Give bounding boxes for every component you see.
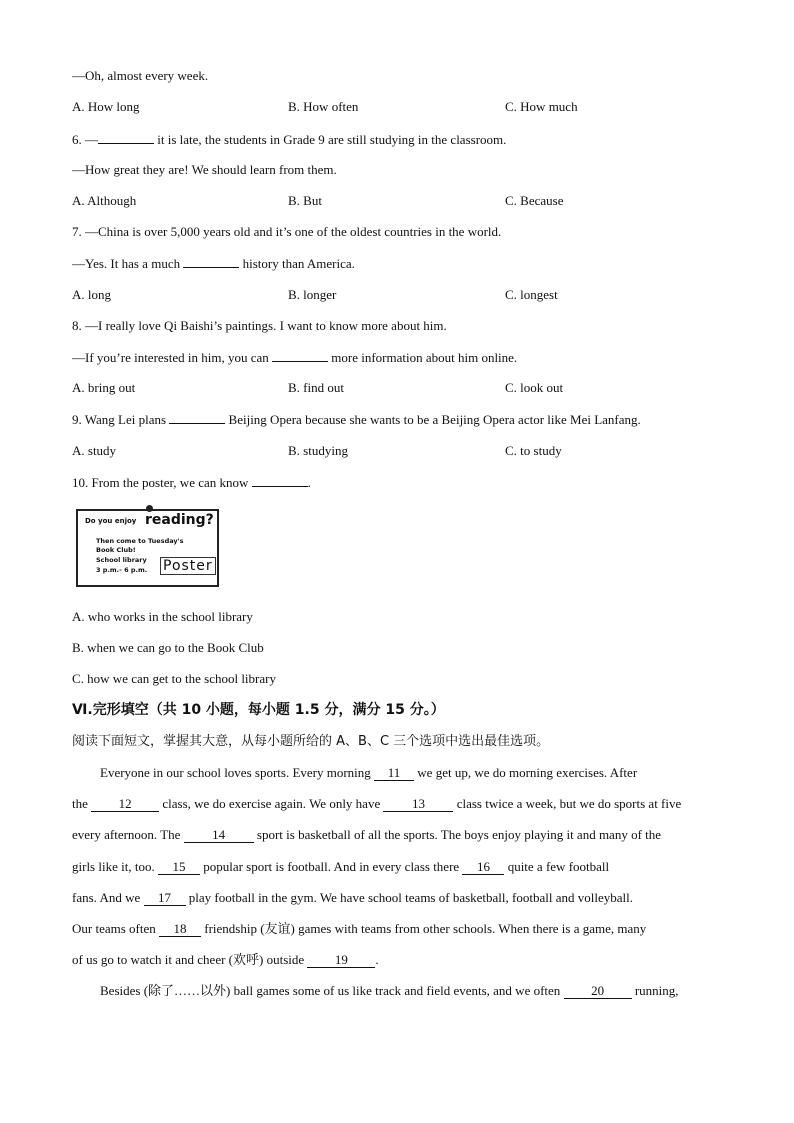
q10-question bbox=[72, 473, 311, 492]
q8-line1: 8. —I really love Qi Baishi’s paintings. I want to know more about him. bbox=[72, 318, 447, 333]
q8-option-c: C. look out bbox=[505, 380, 564, 395]
q9-option-a: A. study bbox=[72, 443, 117, 458]
blank-20: 20 bbox=[564, 983, 632, 999]
q6-option-c: C. Because bbox=[505, 193, 564, 208]
passage-line-8 bbox=[72, 982, 750, 1000]
passage-text: play football in the gym. We have school teams of basketball, football and volleyball. bbox=[185, 890, 633, 905]
poster-line-d: Book Club! bbox=[96, 546, 136, 554]
poster-line-a: Do you enjoy bbox=[85, 517, 137, 525]
q9-question bbox=[72, 410, 641, 429]
passage-line-6 bbox=[72, 920, 722, 938]
pin-icon bbox=[146, 505, 153, 512]
q8-prefix: —If you’re interested in him, you can bbox=[72, 350, 272, 365]
passage-line-3 bbox=[72, 826, 722, 844]
passage-line-7 bbox=[72, 951, 722, 969]
passage-text: of us go to watch it and cheer (欢呼) outside bbox=[72, 952, 308, 967]
q8-option-b: B. find out bbox=[288, 380, 344, 395]
q10-blank bbox=[252, 473, 308, 487]
q6-option-b: B. But bbox=[288, 193, 322, 208]
q7-line1: 7. —China is over 5,000 years old and it’s one of the oldest countries in the world. bbox=[72, 224, 502, 239]
blank-18: 18 bbox=[159, 921, 201, 937]
passage-text: every afternoon. The bbox=[72, 827, 184, 842]
q8-blank bbox=[272, 348, 328, 362]
q7-question bbox=[72, 254, 355, 273]
passage-text: girls like it, too. bbox=[72, 859, 158, 874]
passage-text: the bbox=[72, 796, 92, 811]
q8-suffix: more information about him online. bbox=[328, 350, 518, 365]
passage-text: class twice a week, but we do sports at five bbox=[453, 796, 682, 811]
blank-16: 16 bbox=[462, 859, 504, 875]
q6-suffix: it is late, the students in Grade 9 are still studying in the classroom. bbox=[154, 132, 507, 147]
passage-text: class, we do exercise again. We only have bbox=[159, 796, 384, 811]
q7-option-b: B. longer bbox=[288, 287, 337, 302]
poster-line-f: 3 p.m.- 6 p.m. bbox=[96, 566, 148, 574]
q5-option-a: A. How long bbox=[72, 99, 140, 114]
q7-prefix: —Yes. It has a much bbox=[72, 256, 184, 271]
q10-option-c: C. how we can get to the school library bbox=[72, 671, 276, 686]
q7-option-c: C. longest bbox=[505, 287, 558, 302]
passage-line-2 bbox=[72, 795, 722, 813]
passage-text: running, bbox=[631, 983, 679, 998]
section-heading: Ⅵ.完形填空（共 10 小题，每小题 1.5 分，满分 15 分。） bbox=[72, 702, 445, 718]
q9-suffix: Beijing Opera because she wants to be a Beijing Opera actor like Mei Lanfang. bbox=[225, 412, 641, 427]
q8-option-a: A. bring out bbox=[72, 380, 136, 395]
q10-suffix: . bbox=[307, 475, 311, 490]
q6-blank bbox=[98, 130, 154, 144]
q6-prefix: 6. — bbox=[72, 132, 98, 147]
passage-line-4 bbox=[72, 858, 722, 876]
q7-blank bbox=[183, 254, 239, 268]
passage-line-1 bbox=[72, 764, 750, 782]
blank-15: 15 bbox=[158, 859, 200, 875]
q8-question bbox=[72, 348, 517, 367]
q10-prefix: 10. From the poster, we can know bbox=[72, 475, 252, 490]
passage-text: Besides (除了……以外) ball games some of us like track and field events, and we often bbox=[100, 983, 564, 998]
poster-line-b: reading? bbox=[145, 512, 214, 528]
passage-text: sport is basketball of all the sports. The boys enjoy playing it and many of the bbox=[253, 827, 662, 842]
passage-text: Our teams often bbox=[72, 921, 160, 936]
q6-reply: —How great they are! We should learn from them. bbox=[72, 162, 337, 177]
blank-13: 13 bbox=[383, 796, 453, 812]
q9-option-b: B. studying bbox=[288, 443, 348, 458]
book-club-poster-image bbox=[76, 509, 219, 587]
blank-12: 12 bbox=[91, 796, 159, 812]
q5-option-b: B. How often bbox=[288, 99, 359, 114]
blank-14: 14 bbox=[184, 827, 254, 843]
q5-answer-line: —Oh, almost every week. bbox=[72, 68, 209, 83]
passage-text: popular sport is football. And in every class there bbox=[199, 859, 463, 874]
q10-option-b: B. when we can go to the Book Club bbox=[72, 640, 264, 655]
blank-19: 19 bbox=[307, 952, 375, 968]
poster-line-c: Then come to Tuesday's bbox=[96, 537, 184, 545]
passage-text: Everyone in our school loves sports. Every morning bbox=[100, 765, 375, 780]
blank-17: 17 bbox=[144, 890, 186, 906]
q7-option-a: A. long bbox=[72, 287, 111, 302]
q6-option-a: A. Although bbox=[72, 193, 137, 208]
passage-line-5 bbox=[72, 889, 722, 907]
poster-line-e: School library bbox=[96, 556, 147, 564]
q9-option-c: C. to study bbox=[505, 443, 562, 458]
passage-text: we get up, we do morning exercises. After bbox=[414, 765, 638, 780]
passage-text: friendship (友谊) games with teams from other schools. When there is a game, many bbox=[201, 921, 647, 936]
passage-text: quite a few football bbox=[504, 859, 610, 874]
q6-question bbox=[72, 130, 506, 149]
q7-suffix: history than America. bbox=[239, 256, 355, 271]
blank-11: 11 bbox=[374, 765, 414, 781]
section-instruction: 阅读下面短文，掌握其大意，从每小题所给的 A、B、C 三个选项中选出最佳选项。 bbox=[72, 734, 550, 749]
q5-option-c: C. How much bbox=[505, 99, 578, 114]
poster-stamp: Poster bbox=[160, 557, 216, 575]
passage-text: . bbox=[375, 952, 379, 967]
q10-option-a: A. who works in the school library bbox=[72, 609, 253, 624]
q9-prefix: 9. Wang Lei plans bbox=[72, 412, 170, 427]
q9-blank bbox=[169, 410, 225, 424]
passage-text: fans. And we bbox=[72, 890, 144, 905]
